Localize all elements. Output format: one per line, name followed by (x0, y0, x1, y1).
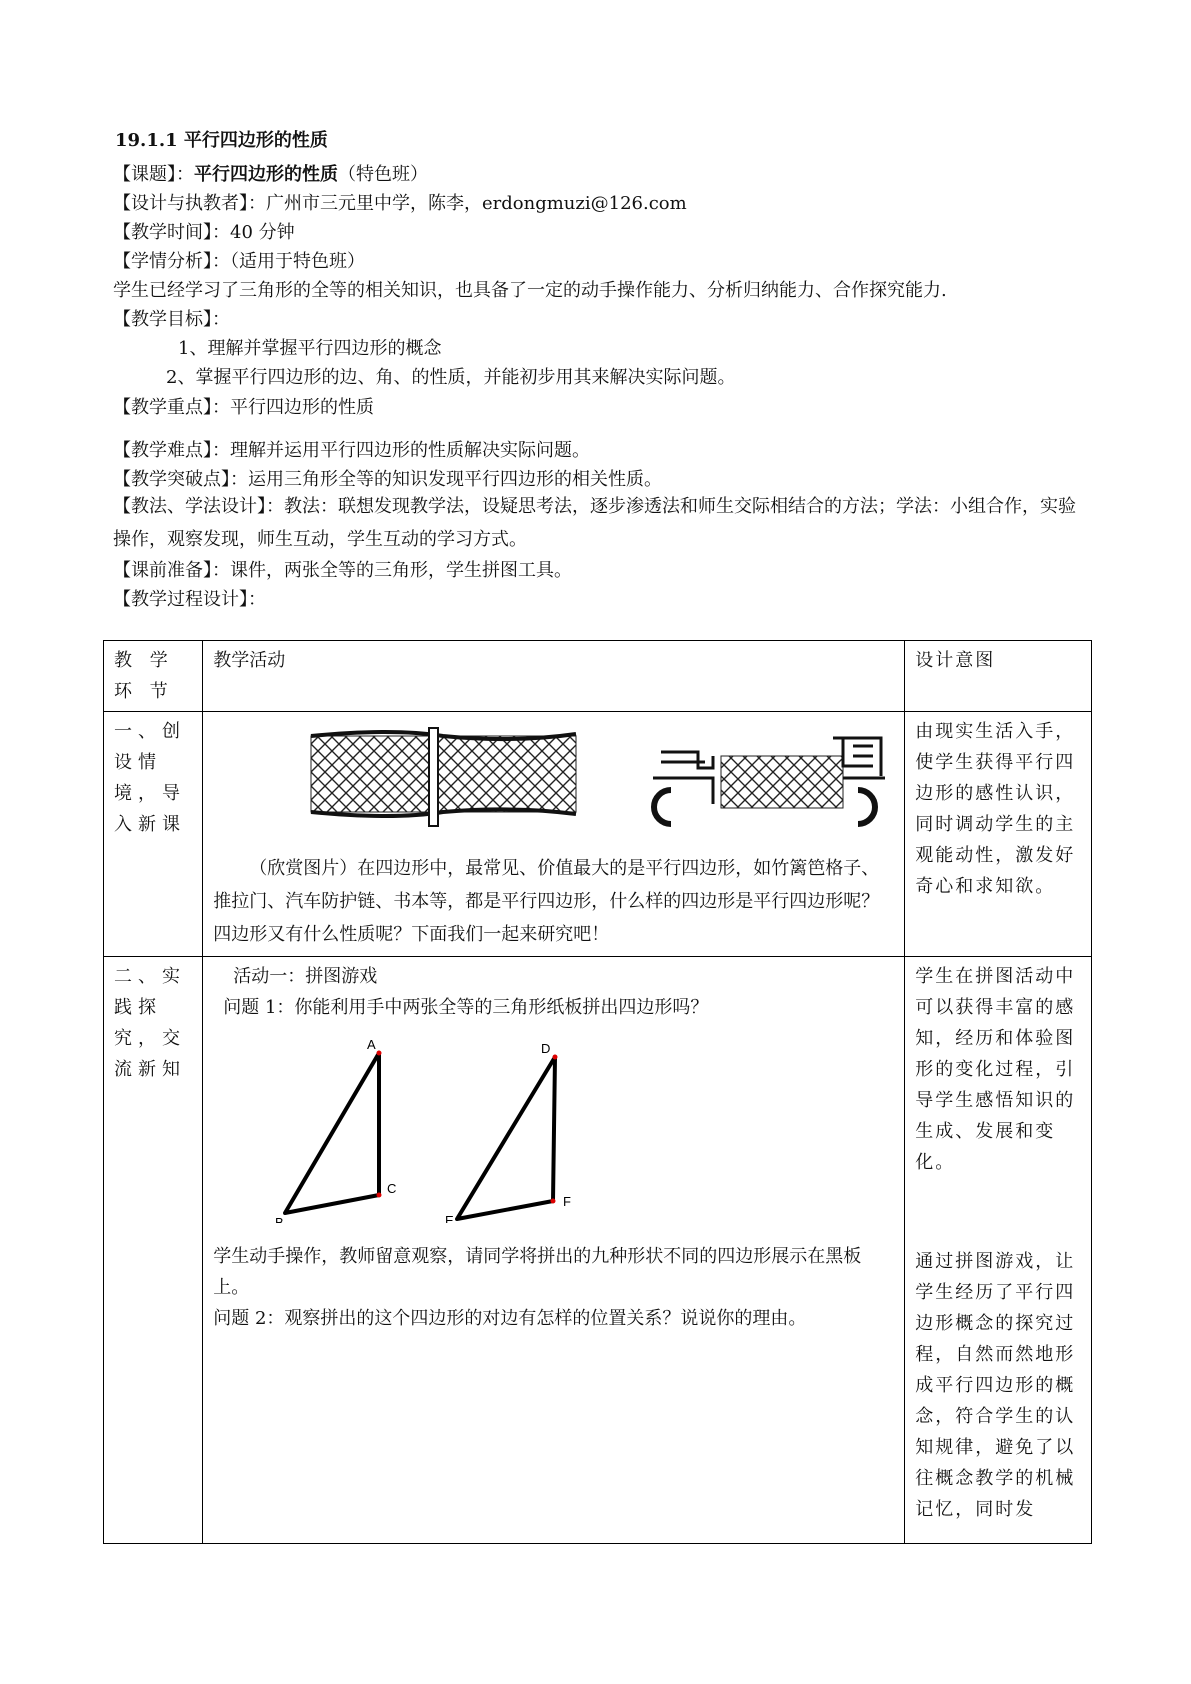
intent-text-2b: 通过拼图游戏，让学生经历了平行四边形概念的探究过程，自然而然地形成平行四边形的概念，符合学生的认知规律，避免了以往概念教学的机械记忆，同时发 (915, 1251, 1076, 1520)
topic-label: 【课题】： (113, 164, 194, 185)
vertex-label-a: A (367, 1037, 376, 1052)
goal-2: 2、掌握平行四边形的边、角、的性质，并能初步用其来解决实际问题。 (166, 367, 736, 388)
vertex-label-b: B (275, 1215, 284, 1223)
goal-1: 1、理解并掌握平行四边形的概念 (178, 338, 442, 359)
stage-cell-2: 二、实践探究，交流新知 (104, 957, 203, 1544)
intent-text-2a: 学生在拼图活动中可以获得丰富的感知，经历和体验图形的变化过程，引导学生感悟知识的生成、发展和变化。 (915, 966, 1076, 1173)
activity-text-1: （欣赏图片）在四边形中，最常见、价值最大的是平行四边形，如竹篱笆格子、推拉门、汽车防护链、书本等，都是平行四边形，什么样的四边形是平行四边形呢？四边形又有什么性质呢？下面我们一起来研究吧！ (213, 858, 880, 945)
activity-title: 活动一：拼图游戏 (233, 966, 378, 987)
designer-line: 【设计与执教者】：广州市三元里中学，陈李，erdongmuzi@126.com (113, 193, 687, 214)
triangle-def (445, 1041, 571, 1223)
stage-cell-1: 一、创设情境，导入新课 (104, 712, 203, 957)
analysis-label: 【学情分析】：（适用于特色班） (113, 251, 365, 272)
fence-and-gate-illustration (213, 716, 894, 834)
activity-cell-1 (203, 712, 905, 957)
topic-value: 平行四边形的性质 (194, 164, 338, 185)
preparation: 【课前准备】：课件，两张全等的三角形，学生拼图工具。 (113, 560, 572, 581)
vertex-label-d: D (541, 1041, 551, 1056)
triangles-diagram (213, 1023, 894, 1223)
process-table (103, 640, 1092, 1544)
goals-label: 【教学目标】： (113, 309, 230, 330)
header-intent: 设计意图 (905, 641, 1092, 712)
gate-image (653, 738, 885, 824)
vertex-label-c: C (387, 1181, 397, 1196)
fence-image (311, 728, 576, 826)
activity-cell-2 (203, 957, 905, 1544)
intent-cell-1: 由现实生活入手，使学生获得平行四边形的感性认识，同时调动学生的主观能动性，激发好奇心和求知欲。 (905, 712, 1092, 957)
document-title: 19.1.1 平行四边形的性质 (115, 130, 328, 151)
analysis-text: 学生已经学习了三角形的全等的相关知识，也具备了一定的动手操作能力、分析归纳能力、合作探究能力. (113, 280, 947, 301)
process-label: 【教学过程设计】： (113, 589, 266, 610)
header-stage: 教 学 环 节 (104, 641, 203, 712)
question-1: 问题 1：你能利用手中两张全等的三角形纸板拼出四边形吗？ (223, 997, 709, 1018)
operation-text: 学生动手操作，教师留意观察，请同学将拼出的九种形状不同的四边形展示在黑板上。 (213, 1246, 862, 1298)
vertex-label-e: E (445, 1213, 454, 1223)
key-point: 【教学重点】：平行四边形的性质 (113, 397, 374, 418)
breakthrough: 【教学突破点】：运用三角形全等的知识发现平行四边形的相关性质。 (113, 469, 662, 490)
time-line: 【教学时间】：40 分钟 (113, 222, 295, 243)
topic-note: （特色班） (338, 164, 428, 185)
difficulty: 【教学难点】：理解并运用平行四边形的性质解决实际问题。 (113, 440, 590, 461)
table-header-row (104, 641, 1092, 712)
table-row (104, 957, 1092, 1544)
methods: 【教法、学法设计】：教法：联想发现教学法，设疑思考法，逐步渗透法和师生交际相结合的方法；学法：小组合作，实验操作，观察发现，师生互动，学生互动的学习方式。 (113, 496, 1076, 550)
topic-line (113, 160, 428, 186)
header-activity: 教学活动 (203, 641, 905, 712)
intent-cell-2 (905, 957, 1092, 1544)
question-2: 问题 2：观察拼出的这个四边形的对边有怎样的位置关系？说说你的理由。 (213, 1308, 807, 1329)
triangle-abc (275, 1037, 396, 1223)
table-row (104, 712, 1092, 957)
vertex-label-f: F (563, 1194, 572, 1209)
